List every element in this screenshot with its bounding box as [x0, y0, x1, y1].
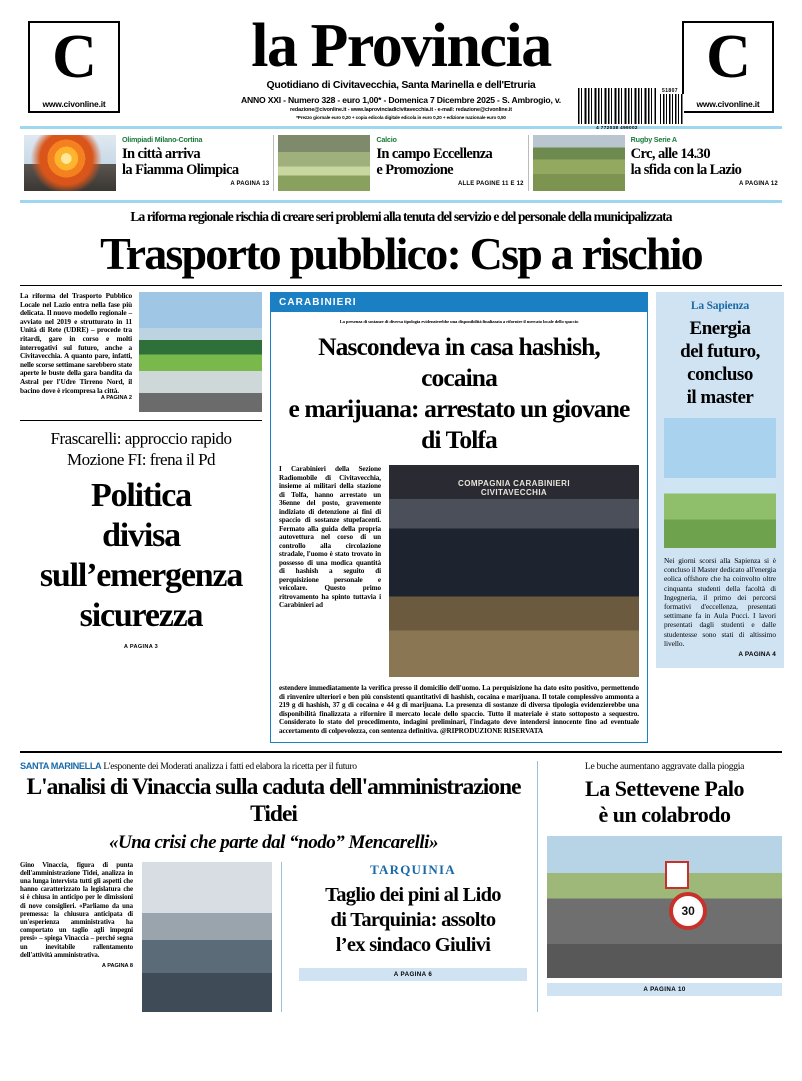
soccer-photo [278, 135, 370, 191]
top-promo-strip [20, 135, 782, 191]
road-photo [547, 836, 782, 978]
politics-kicker-line1: Frascarelli: approccio rapido [50, 429, 232, 448]
photo-banner-line2: CIVITAVECCHIA [480, 488, 548, 497]
promo-item-olympics[interactable] [20, 135, 273, 191]
photo-banner-line1: COMPAGNIA CARABINIERI [458, 479, 570, 488]
lead-headline[interactable]: Trasporto pubblico: Csp a rischio [100, 228, 702, 279]
column-left [20, 292, 270, 743]
santa-marinella-tag: SANTA MARINELLA [20, 760, 102, 771]
vinaccia-portrait-photo [142, 862, 272, 1012]
column-right [648, 292, 784, 743]
politics-headline [20, 476, 262, 636]
tarquinia-page-ref: A PAGINA 6 [299, 968, 527, 981]
santa-marinella-kickline [20, 761, 527, 772]
price-note: *Prezzo giornale euro 0,20 + copia edicola digitale edicola in euro 0,20 + edizione nazionale euro 0,50 [296, 115, 506, 120]
lead-page-ref: A PAGINA 2 [100, 395, 132, 402]
rugby-photo [533, 135, 625, 191]
lead-article [20, 292, 262, 412]
lower-section [20, 761, 782, 1012]
promo-headline-line1: Crc, alle 14.30 [630, 146, 710, 162]
logo-letter-right: C [706, 23, 750, 91]
politics-page-ref: A PAGINA 3 [123, 644, 159, 650]
logo-box-right [682, 21, 774, 113]
carabinieri-headline-line2: e marijuana: arrestato un giovane di Tolfa [288, 394, 630, 454]
divider-black-lower [20, 751, 782, 753]
tarquinia-article[interactable] [291, 862, 527, 1012]
issue-line: ANNO XXI - Numero 328 - euro 1,00* - Domenica 7 Dicembre 2025 - S. Ambrogio, v. [241, 95, 561, 105]
sapienza-headline-line4: il master [686, 387, 754, 408]
politics-kicker-line2: Mozione FI: frena il Pd [66, 450, 216, 469]
santa-marinella-body: Gino Vinaccia, figura di punta dell'amministrazione Tidei, analizza in una lunga intervista tutti gli aspetti che hanno caratterizzato la legislatura che si è chiusa in anticipo per le dimissioni di nove consiglieri. «Parliamo da una premessa: la chiusura anticipata di un'esperienza amministrativa ha comportato un taglio agli impegni presi» – spiega Vinaccia – perché segna un inevitabile rallentamento dell'attività amministrativa. [20, 861, 133, 959]
tarquinia-kicker: TARQUINIA [370, 861, 456, 877]
politics-headline-line4: sicurezza [79, 597, 203, 634]
promo-headline-line2: e Promozione [376, 162, 454, 178]
warning-sign-icon [665, 861, 689, 889]
promo-headline [122, 146, 269, 178]
tarquinia-divider [281, 862, 282, 1012]
santa-marinella-quote: «Una crisi che parte dal “nodo” Mencarelli» [109, 831, 438, 853]
promo-headline-line1: In città arriva [122, 146, 200, 162]
promo-item-calcio[interactable] [274, 135, 527, 191]
sapienza-headline-line1: Energia [689, 318, 751, 339]
carabinieri-headline [279, 331, 639, 455]
politics-headline-line2: divisa [102, 517, 180, 554]
wind-turbine-photo [664, 418, 776, 548]
settevene-page-ref: A PAGINA 10 [547, 983, 782, 996]
santa-marinella-kicker: L'esponente dei Moderati analizza i fatti ed elabora la ricetta per il futuro [103, 760, 357, 772]
promo-headline [631, 146, 778, 178]
tarquinia-headline [299, 883, 527, 958]
barcode-number: 4 772038 499002 [596, 125, 638, 130]
settevene-kicker: Le buche aumentano aggravate dalla pioggia [584, 760, 745, 772]
carabinieri-photo [389, 465, 639, 677]
promo-kicker: Rugby Serie A [630, 135, 677, 144]
lead-kicker: La riforma regionale rischia di creare seri problemi alla tenuta del servizio e del personale della municipalizzata [130, 209, 672, 224]
politics-kicker [20, 428, 262, 470]
olympic-torch-photo [24, 135, 116, 191]
santa-marinella-columns [20, 862, 527, 1012]
carabinieri-body-column-1: I Carabinieri della Sezione Radiomobile di Civitavecchia, insieme ai militari della stazione di Tolfa, hanno arrestato un 36enne del posto, gravemente indiziato di detenzione ai fini di spaccio di sostanze stupefacenti. Fermato alla guida della propria autovettura nel corso di un controllo alla circolazione stradale, l'uomo è stato trovato in possesso di una modica quantità di hashish a seguito di perquisizione personale e veicolare. Questo primo ritrovamento ha spinto tuttavia i Carabinieri ad [279, 465, 381, 609]
carabinieri-section-label: CARABINIERI [271, 293, 647, 312]
main-columns [20, 292, 782, 743]
divider-left-1 [20, 420, 262, 421]
tagline: Quotidiano di Civitavecchia, Santa Marinella e dell'Etruria [266, 79, 536, 91]
promo-kicker: Olimpiadi Milano-Cortina [122, 135, 203, 144]
barcode-icon [578, 88, 656, 124]
lead-body-text: La riforma del Trasporto Pubblico Locale nel Lazio entra nella fase più delicata. Il nuovo modello regionale – avviato nel 2019 e strutturato in 11 Unità di Rete (UDRE) – procede tra ritardi, gare in corso e molti interrogativi sul futuro, anche a Civitavecchia. A quanto pare, infatti, nelle scorse settimane sarebbero state aperte le buste della gara bandita da Astral per l'Udre Tirreno Nord, il bacino dove è ricompresa la città. [20, 291, 132, 395]
politics-headline-line3: sull’emergenza [39, 557, 243, 594]
sapienza-headline [664, 317, 776, 409]
bus-photo [139, 292, 262, 412]
barcode-area [578, 88, 684, 130]
promo-headline [376, 146, 523, 178]
promo-kicker: Calcio [376, 135, 397, 144]
sapienza-body-text: Nei giorni scorsi alla Sapienza si è concluso il Master dedicato all'energia eolica offshore che ha coinvolto oltre cinquanta studenti della facoltà di Ingegneria, il primo dei percorsi formativi d'eccellenza, presentati settimane fa in Aula Pucci. I lavori presentati dagli studenti e dalle studentesse sono stati di altissimo livello. [664, 556, 776, 648]
carabinieri-body-tail: estendere immediatamente la verifica presso il domicilio dell'uomo. La perquisizione ha dato esito positivo, permettendo di rinvenire ulteriori e ben più consistenti quantitativi di hashish, cocaina e marijuana. Il totale complessivo ammonta a 219 g di hashish, 37 g di cocaina e 44 g di marijuana. La presenza di sostanze di diversa tipologia evidenzierebbe una disponibilità finalizzata a rifornire il mercato locale dello spaccio. Tutto il materiale è stato sottoposto a sequestro. Considerato lo stato del procedimento, indagini preliminari, l'indagato deve intendersi innocente fino ad eventuale accertamento di colpevolezza, con sentenza definitiva. @RIPRODUZIONE RISERVATA [279, 684, 639, 735]
promo-page-ref: ALLE PAGINE 11 E 12 [457, 181, 524, 187]
tarquinia-headline-line2: di Tarquinia: assolto [330, 908, 496, 931]
column-middle [270, 292, 648, 743]
sapienza-headline-line2: del futuro, [680, 341, 760, 362]
logo-letter-left: C [52, 23, 96, 91]
santa-marinella-block [20, 761, 537, 1012]
barcode-secondary-icon [660, 94, 684, 124]
settevene-article[interactable] [537, 761, 782, 1012]
settevene-headline [547, 776, 782, 828]
promo-page-ref: A PAGINA 12 [738, 181, 778, 187]
nameplate: la Provincia [251, 12, 551, 80]
promo-headline-line2: la Fiamma Olimpica [122, 162, 239, 178]
promo-item-rugby[interactable] [529, 135, 782, 191]
carabinieri-headline-line1: Nascondeva in casa hashish, cocaina [318, 332, 600, 392]
sapienza-headline-line3: concluso [687, 364, 753, 385]
logo-box-left [28, 21, 120, 113]
logo-url-left[interactable]: www.civonline.it [42, 99, 106, 109]
logo-url-right[interactable]: www.civonline.it [696, 99, 760, 109]
promo-headline-line1: In campo Eccellenza [376, 146, 493, 162]
sapienza-kicker: La Sapienza [690, 300, 750, 312]
settevene-headline-line1: La Settevene Palo [585, 775, 744, 801]
carabinieri-occhiello: La presenza di sostanze di diversa tipologia evidenzierebbe una disponibilità finalizzata a rifornire il mercato locale dello spaccio [339, 319, 579, 324]
tarquinia-headline-line3: l’ex sindaco Giulivi [335, 933, 491, 956]
contact-line: redazione@civonline.it - www.laprovinciadicivitavecchia.it - e-mail: redazione@civonline.it [290, 107, 512, 113]
politics-headline-line1: Politica [91, 477, 191, 514]
carabinieri-box[interactable] [270, 292, 648, 743]
santa-marinella-page-ref: A PAGINA 8 [101, 963, 133, 969]
sapienza-page-ref: A PAGINA 4 [738, 651, 776, 659]
politics-article[interactable] [20, 428, 262, 650]
promo-headline-line2: la sfida con la Lazio [630, 162, 742, 178]
divider-cyan-mid [20, 200, 782, 203]
promo-page-ref: A PAGINA 13 [230, 181, 270, 187]
sapienza-article[interactable] [656, 292, 784, 668]
santa-marinella-headline[interactable]: L'analisi di Vinaccia sulla caduta dell'amministrazione Tidei [26, 773, 521, 827]
speed-limit-sign-icon: 30 [669, 892, 707, 930]
barcode-top-number: 51807 [662, 88, 678, 94]
settevene-headline-line2: è un colabrodo [598, 801, 731, 827]
tarquinia-headline-line1: Taglio dei pini al Lido [325, 883, 501, 906]
